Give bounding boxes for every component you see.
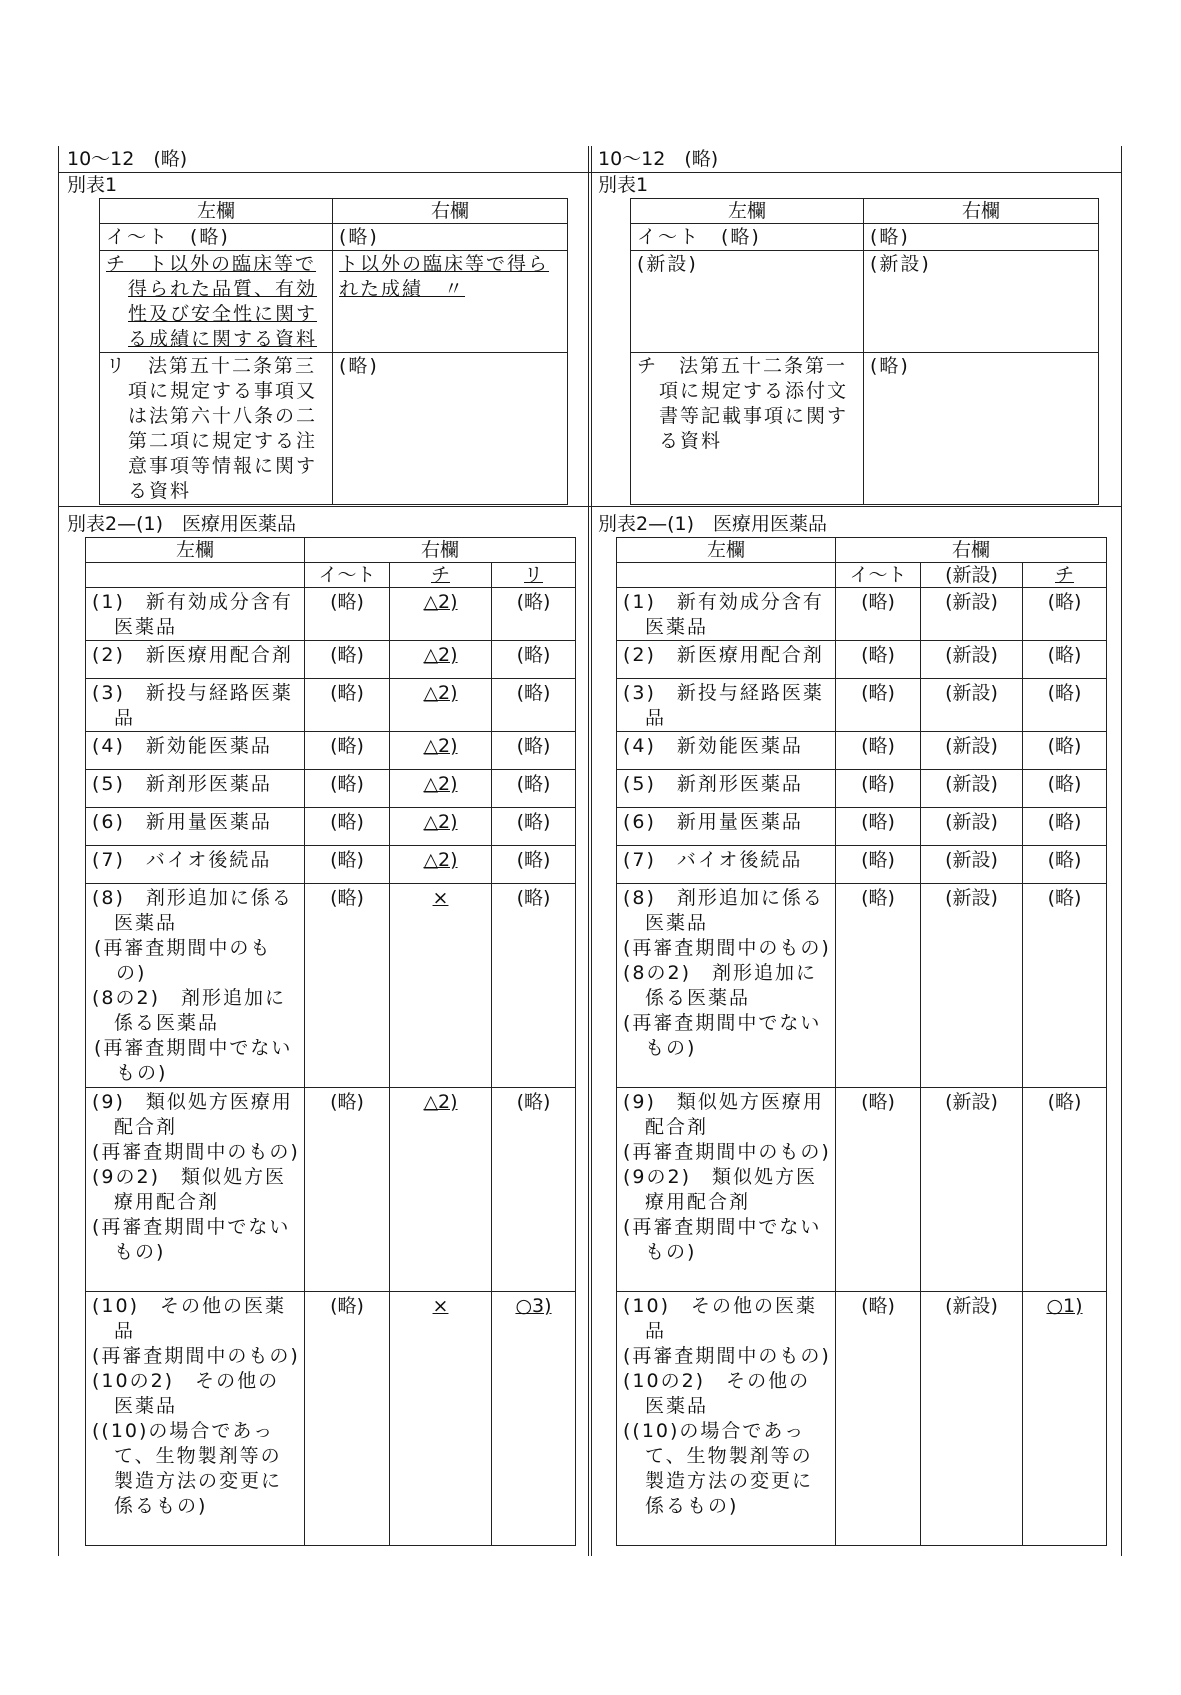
cell: (略) <box>1023 679 1107 732</box>
cell: ○3) <box>492 1292 576 1546</box>
cell: (新設) <box>921 770 1023 808</box>
beppyo2-table <box>85 537 576 1546</box>
cell: ○1) <box>1023 1292 1107 1546</box>
cell: (略) <box>1023 884 1107 1088</box>
frame-right-border <box>1121 146 1122 1556</box>
table-row-left: イ〜ト (略) <box>631 224 864 251</box>
cell: (略) <box>492 884 576 1088</box>
row-label-sub: ((10)の場合であって、生物製剤等の製造方法の変更に係るもの) <box>92 1420 283 1517</box>
cell: △2) <box>390 732 492 770</box>
cell: (略) <box>492 770 576 808</box>
row-label: (3) 新投与経路医薬品 <box>86 679 305 732</box>
cell: (略) <box>836 732 921 770</box>
row-label-sub: (再審査期間中のもの) <box>92 1141 300 1163</box>
cell: (略) <box>492 588 576 641</box>
row-label-sub: (10の2) その他の医薬品 <box>92 1370 280 1417</box>
row-label-sub: (再審査期間中のもの) <box>623 937 831 959</box>
row-label-sub: (8の2) 剤形追加に係る医薬品 <box>623 962 818 1009</box>
row-label <box>86 1292 305 1546</box>
row-label: (1) 新有効成分含有医薬品 <box>617 588 836 641</box>
header-blank <box>86 563 305 588</box>
cell: (略) <box>492 732 576 770</box>
row-label-sub: (9の2) 類似処方医療用配合剤 <box>623 1166 818 1213</box>
table-row-left: イ〜ト (略) <box>100 224 333 251</box>
cell: (略) <box>836 770 921 808</box>
cell: (略) <box>305 641 390 679</box>
table-row-right: (新設) <box>864 251 1099 353</box>
cell: × <box>390 1292 492 1546</box>
header-right: 右欄 <box>305 538 576 563</box>
row-label-main: (8) 剤形追加に係る医薬品 <box>623 887 824 934</box>
cell: (略) <box>492 641 576 679</box>
row-label: (3) 新投与経路医薬品 <box>617 679 836 732</box>
header-left: 左欄 <box>617 538 836 563</box>
beppyo2-title: 別表2—(1) 医療用医薬品 <box>67 513 297 535</box>
cell: △2) <box>390 641 492 679</box>
row-label: (2) 新医療用配合剤 <box>617 641 836 679</box>
cell: (略) <box>836 884 921 1088</box>
cell: (略) <box>836 679 921 732</box>
row-label: (2) 新医療用配合剤 <box>86 641 305 679</box>
cell: (略) <box>305 846 390 884</box>
table-row-right: (略) <box>864 224 1099 251</box>
row-label-sub: (再審査期間中でないもの) <box>94 1037 293 1084</box>
table-row-right: ト以外の臨床等で得られた成績 〃 <box>333 251 568 353</box>
row-label <box>617 884 836 1088</box>
row-label <box>617 1088 836 1292</box>
cell: (新設) <box>921 732 1023 770</box>
cell: △2) <box>390 846 492 884</box>
subheader: イ〜ト <box>836 563 921 588</box>
cell: (略) <box>836 588 921 641</box>
row-label: (6) 新用量医薬品 <box>617 808 836 846</box>
beppyo2-table <box>616 537 1107 1546</box>
cell: (略) <box>1023 641 1107 679</box>
row-label: (4) 新効能医薬品 <box>617 732 836 770</box>
table-row-right: (略) <box>333 353 568 505</box>
row-label-sub: (10の2) その他の医薬品 <box>623 1370 811 1417</box>
row-label-sub: (8の2) 剤形追加に係る医薬品 <box>92 987 287 1034</box>
cell: (新設) <box>921 679 1023 732</box>
header-right: 右欄 <box>333 199 568 224</box>
table-row-left: リ 法第五十二条第三項に規定する事項又は法第六十八条の二第二項に規定する注意事項等情報に関する資料 <box>100 353 333 505</box>
beppyo1-title: 別表1 <box>598 174 649 196</box>
header-right: 右欄 <box>864 199 1099 224</box>
cell: △2) <box>390 679 492 732</box>
row-label-sub: ((10)の場合であって、生物製剤等の製造方法の変更に係るもの) <box>623 1420 814 1517</box>
table-row-left: チ ト以外の臨床等で得られた品質、有効性及び安全性に関する成績に関する資料 <box>100 251 333 353</box>
cell: (新設) <box>921 808 1023 846</box>
header-blank <box>617 563 836 588</box>
row-label <box>86 1088 305 1292</box>
cell: (略) <box>836 1292 921 1546</box>
clause-text: 10〜12 (略) <box>598 148 719 170</box>
cell: (略) <box>305 679 390 732</box>
cell: (略) <box>492 1088 576 1292</box>
cell: (略) <box>836 641 921 679</box>
row-label: (5) 新剤形医薬品 <box>617 770 836 808</box>
subheader: チ <box>390 563 492 588</box>
cell: (略) <box>1023 732 1107 770</box>
row-label-sub: (再審査期間中でないもの) <box>623 1216 822 1263</box>
cell: (新設) <box>921 1088 1023 1292</box>
row-label-sub: (9の2) 類似処方医療用配合剤 <box>92 1166 287 1213</box>
right-column-previous <box>590 146 1120 1546</box>
cell: (略) <box>492 679 576 732</box>
beppyo1-table <box>630 198 1099 505</box>
row-label: (4) 新効能医薬品 <box>86 732 305 770</box>
cell: △2) <box>390 1088 492 1292</box>
table-row-right: (略) <box>864 353 1099 505</box>
row-label <box>617 1292 836 1546</box>
cell: (略) <box>305 1088 390 1292</box>
row-label-sub: (再審査期間中でないもの) <box>92 1216 291 1263</box>
cell: (略) <box>492 846 576 884</box>
header-left: 左欄 <box>86 538 305 563</box>
cell: △2) <box>390 770 492 808</box>
left-column-current <box>59 146 589 1546</box>
cell: △2) <box>390 808 492 846</box>
clause-text: 10〜12 (略) <box>67 148 188 170</box>
row-label: (7) バイオ後続品 <box>617 846 836 884</box>
row-label-main: (10) その他の医薬品 <box>623 1295 818 1342</box>
row-label: (7) バイオ後続品 <box>86 846 305 884</box>
cell: (新設) <box>921 1292 1023 1546</box>
cell: (新設) <box>921 884 1023 1088</box>
cell: (新設) <box>921 846 1023 884</box>
row-label-sub: (再審査期間中のもの) <box>623 1141 831 1163</box>
cell: (略) <box>305 808 390 846</box>
row-label-main: (10) その他の医薬品 <box>92 1295 287 1342</box>
row-label-sub: (再審査期間中でないもの) <box>623 1012 822 1059</box>
row-label: (5) 新剤形医薬品 <box>86 770 305 808</box>
cell: (新設) <box>921 588 1023 641</box>
row-label: (1) 新有効成分含有医薬品 <box>86 588 305 641</box>
beppyo1-table <box>99 198 568 505</box>
cell: (略) <box>836 846 921 884</box>
cell: △2) <box>390 588 492 641</box>
row-label-main: (8) 剤形追加に係る医薬品 <box>92 887 293 934</box>
cell: (略) <box>305 588 390 641</box>
row-label: (6) 新用量医薬品 <box>86 808 305 846</box>
cell: (略) <box>1023 808 1107 846</box>
subheader: イ〜ト <box>305 563 390 588</box>
cell: (略) <box>1023 1088 1107 1292</box>
cell: (略) <box>305 770 390 808</box>
subheader: リ <box>492 563 576 588</box>
cell: (略) <box>305 732 390 770</box>
row-label-main: (9) 類似処方医療用配合剤 <box>92 1091 293 1138</box>
table-row-left: チ 法第五十二条第一項に規定する添付文書等記載事項に関する資料 <box>631 353 864 505</box>
cell: (略) <box>305 1292 390 1546</box>
row-label <box>86 884 305 1088</box>
table-row-left: (新設) <box>631 251 864 353</box>
row-label-sub: (再審査期間中のもの) <box>92 1345 300 1367</box>
cell: (略) <box>836 808 921 846</box>
beppyo2-title: 別表2—(1) 医療用医薬品 <box>598 513 828 535</box>
row-label-sub: (再審査期間中のもの) <box>623 1345 831 1367</box>
header-right: 右欄 <box>836 538 1107 563</box>
cell: (略) <box>1023 846 1107 884</box>
cell: (略) <box>836 1088 921 1292</box>
beppyo1-title: 別表1 <box>67 174 118 196</box>
cell: (略) <box>1023 770 1107 808</box>
row-label-sub: (再審査期間中のもの) <box>94 937 272 984</box>
row-label-main: (9) 類似処方医療用配合剤 <box>623 1091 824 1138</box>
cell: × <box>390 884 492 1088</box>
cell: (新設) <box>921 641 1023 679</box>
cell: (略) <box>1023 588 1107 641</box>
header-left: 左欄 <box>100 199 333 224</box>
cell: (略) <box>305 884 390 1088</box>
subheader: チ <box>1023 563 1107 588</box>
subheader: (新設) <box>921 563 1023 588</box>
header-left: 左欄 <box>631 199 864 224</box>
table-row-right: (略) <box>333 224 568 251</box>
cell: (略) <box>492 808 576 846</box>
